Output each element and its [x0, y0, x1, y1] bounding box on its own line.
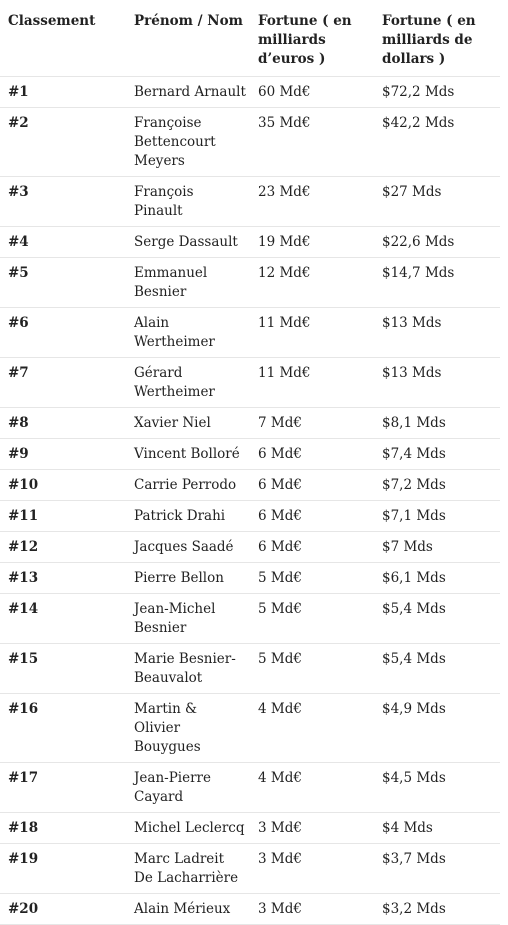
table-row [0, 308, 500, 358]
table-row [0, 763, 500, 813]
table-row [0, 108, 500, 177]
fortune-euros-cell: 19 Md€ [250, 227, 374, 258]
fortune-dollars-cell: $22,6 Mds [374, 227, 500, 258]
table-row [0, 532, 500, 563]
fortune-euros-cell: 35 Md€ [250, 108, 374, 177]
rank-cell: #2 [0, 108, 126, 177]
fortune-dollars-cell: $7,1 Mds [374, 501, 500, 532]
header-fortune-dollars: Fortune ( en milliards de dollars ) [374, 0, 500, 77]
name-cell: Gérard Wertheimer [126, 358, 250, 408]
fortune-dollars-cell: $4,5 Mds [374, 763, 500, 813]
header-fortune-euros: Fortune ( en milliards d’euros ) [250, 0, 374, 77]
fortune-euros-cell: 4 Md€ [250, 763, 374, 813]
table-row [0, 77, 500, 108]
table-row [0, 563, 500, 594]
fortune-euros-cell: 6 Md€ [250, 470, 374, 501]
rank-cell: #14 [0, 594, 126, 644]
fortune-dollars-cell: $5,4 Mds [374, 644, 500, 694]
name-cell: Michel Leclercq [126, 813, 250, 844]
rank-cell: #13 [0, 563, 126, 594]
fortune-dollars-cell: $7 Mds [374, 532, 500, 563]
fortune-euros-cell: 60 Md€ [250, 77, 374, 108]
name-cell: Marc Ladreit De Lacharrière [126, 844, 250, 894]
fortune-euros-cell: 7 Md€ [250, 408, 374, 439]
fortune-dollars-cell: $7,4 Mds [374, 439, 500, 470]
fortune-dollars-cell: $5,4 Mds [374, 594, 500, 644]
table-row [0, 227, 500, 258]
table-row [0, 408, 500, 439]
table-row [0, 644, 500, 694]
fortune-euros-cell: 6 Md€ [250, 501, 374, 532]
rank-cell: #15 [0, 644, 126, 694]
fortune-euros-cell: 6 Md€ [250, 532, 374, 563]
rank-cell: #9 [0, 439, 126, 470]
name-cell: Jean-Pierre Cayard [126, 763, 250, 813]
fortune-euros-cell: 3 Md€ [250, 844, 374, 894]
fortune-dollars-cell: $13 Mds [374, 308, 500, 358]
name-cell: Emmanuel Besnier [126, 258, 250, 308]
rank-cell: #3 [0, 177, 126, 227]
table-body [0, 77, 500, 925]
table-row [0, 439, 500, 470]
table-row [0, 258, 500, 308]
fortune-dollars-cell: $8,1 Mds [374, 408, 500, 439]
name-cell: Jean-Michel Besnier [126, 594, 250, 644]
name-cell: Jacques Saadé [126, 532, 250, 563]
rank-cell: #19 [0, 844, 126, 894]
fortune-euros-cell: 23 Md€ [250, 177, 374, 227]
fortune-dollars-cell: $7,2 Mds [374, 470, 500, 501]
table-row [0, 894, 500, 925]
fortune-dollars-cell: $42,2 Mds [374, 108, 500, 177]
fortune-euros-cell: 3 Md€ [250, 894, 374, 925]
name-cell: Bernard Arnault [126, 77, 250, 108]
rank-cell: #8 [0, 408, 126, 439]
name-cell: Alain Mérieux [126, 894, 250, 925]
name-cell: Vincent Bolloré [126, 439, 250, 470]
fortune-dollars-cell: $4,9 Mds [374, 694, 500, 763]
fortune-dollars-cell: $14,7 Mds [374, 258, 500, 308]
table-row [0, 844, 500, 894]
rank-cell: #20 [0, 894, 126, 925]
rank-cell: #1 [0, 77, 126, 108]
rank-cell: #5 [0, 258, 126, 308]
fortune-euros-cell: 5 Md€ [250, 563, 374, 594]
rank-cell: #10 [0, 470, 126, 501]
fortune-euros-cell: 11 Md€ [250, 358, 374, 408]
fortune-dollars-cell: $4 Mds [374, 813, 500, 844]
rank-cell: #11 [0, 501, 126, 532]
rank-cell: #17 [0, 763, 126, 813]
table-row [0, 358, 500, 408]
fortune-dollars-cell: $27 Mds [374, 177, 500, 227]
fortune-euros-cell: 4 Md€ [250, 694, 374, 763]
name-cell: Carrie Perrodo [126, 470, 250, 501]
fortune-euros-cell: 11 Md€ [250, 308, 374, 358]
rank-cell: #18 [0, 813, 126, 844]
fortune-euros-cell: 12 Md€ [250, 258, 374, 308]
rank-cell: #16 [0, 694, 126, 763]
table-row [0, 177, 500, 227]
table-row [0, 594, 500, 644]
header-name: Prénom / Nom [126, 0, 250, 77]
table-row [0, 813, 500, 844]
table-row [0, 501, 500, 532]
name-cell: Alain Wertheimer [126, 308, 250, 358]
header-row [0, 0, 500, 77]
name-cell: Patrick Drahi [126, 501, 250, 532]
rank-cell: #4 [0, 227, 126, 258]
header-rank: Classement [0, 0, 126, 77]
name-cell: Françoise Bettencourt Meyers [126, 108, 250, 177]
name-cell: Xavier Niel [126, 408, 250, 439]
fortune-dollars-cell: $3,7 Mds [374, 844, 500, 894]
name-cell: Martin & Olivier Bouygues [126, 694, 250, 763]
fortune-dollars-cell: $72,2 Mds [374, 77, 500, 108]
rank-cell: #6 [0, 308, 126, 358]
fortune-euros-cell: 5 Md€ [250, 644, 374, 694]
name-cell: Pierre Bellon [126, 563, 250, 594]
rank-cell: #7 [0, 358, 126, 408]
rank-cell: #12 [0, 532, 126, 563]
name-cell: Marie Besnier-Beauvalot [126, 644, 250, 694]
name-cell: Serge Dassault [126, 227, 250, 258]
table-row [0, 470, 500, 501]
fortune-dollars-cell: $13 Mds [374, 358, 500, 408]
fortune-euros-cell: 6 Md€ [250, 439, 374, 470]
fortune-dollars-cell: $6,1 Mds [374, 563, 500, 594]
fortune-euros-cell: 3 Md€ [250, 813, 374, 844]
name-cell: François Pinault [126, 177, 250, 227]
fortune-euros-cell: 5 Md€ [250, 594, 374, 644]
table-row [0, 694, 500, 763]
fortune-dollars-cell: $3,2 Mds [374, 894, 500, 925]
